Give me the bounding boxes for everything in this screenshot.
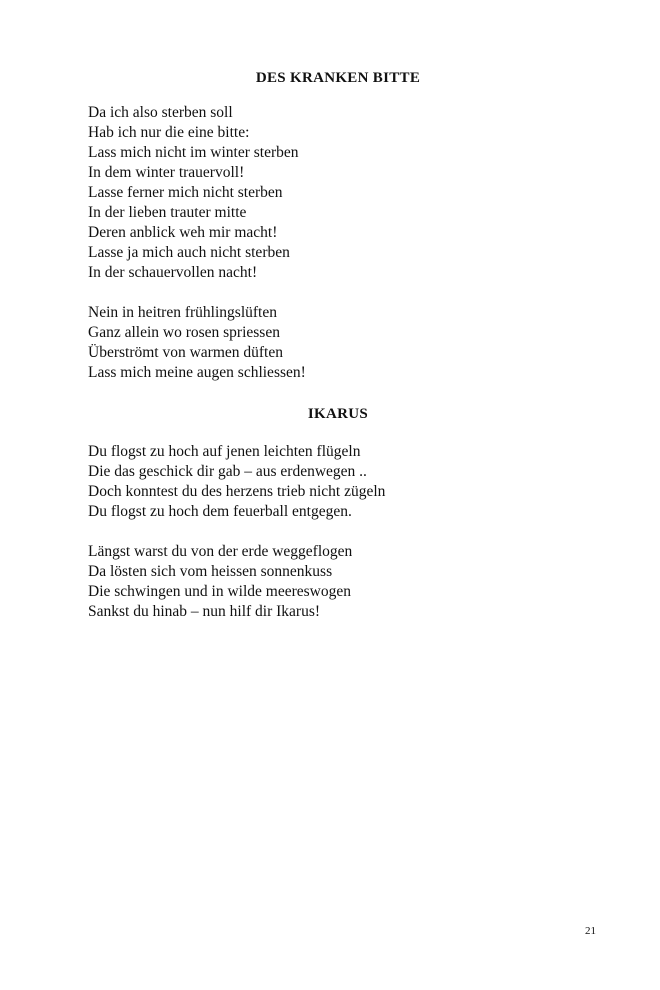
poem-line: In dem winter trauervoll! (88, 164, 245, 181)
stanza (88, 303, 588, 383)
poem-line: Längst warst du von der erde weggeflogen (88, 543, 353, 560)
poem-line: Die schwingen und in wilde meereswogen (88, 583, 352, 600)
stanza (88, 442, 588, 522)
stanza (88, 542, 588, 622)
poem-line: Da ich also sterben soll (88, 104, 233, 121)
poem-line: Die das geschick dir gab – aus erdenwegen .. (88, 463, 367, 480)
poem-title: IKARUS (307, 406, 369, 422)
poem-line: Lass mich nicht im winter sterben (88, 144, 299, 161)
poem-line: Deren anblick weh mir macht! (88, 224, 278, 241)
poem-line: Da lösten sich vom heissen sonnenkuss (88, 563, 333, 580)
poem-line: In der schauervollen nacht! (88, 264, 258, 281)
poem-line: Nein in heitren frühlingslüften (88, 304, 277, 321)
poem-line: Ganz allein wo rosen spriessen (88, 324, 280, 341)
poem-line: Lasse ferner mich nicht sterben (88, 184, 283, 201)
poem-line: Überströmt von warmen düften (88, 344, 283, 361)
poem-line: Doch konntest du des herzens trieb nicht zügeln (88, 483, 386, 500)
poem-line: Lass mich meine augen schliessen! (88, 364, 306, 381)
poem-body (88, 442, 588, 642)
poem-line: Lasse ja mich auch nicht sterben (88, 244, 290, 261)
stanza (88, 103, 588, 283)
poem-line: Sankst du hinab – nun hilf dir Ikarus! (88, 603, 321, 620)
poem-body (88, 103, 588, 403)
poem-line: Du flogst zu hoch dem feuerball entgegen. (88, 503, 352, 520)
poem-line: In der lieben trauter mitte (88, 204, 247, 221)
poem-line: Du flogst zu hoch auf jenen leichten flügeln (88, 443, 361, 460)
poem-line: Hab ich nur die eine bitte: (88, 124, 250, 141)
page-number: 21 (585, 925, 596, 937)
poem-title: DES KRANKEN BITTE (255, 70, 421, 86)
